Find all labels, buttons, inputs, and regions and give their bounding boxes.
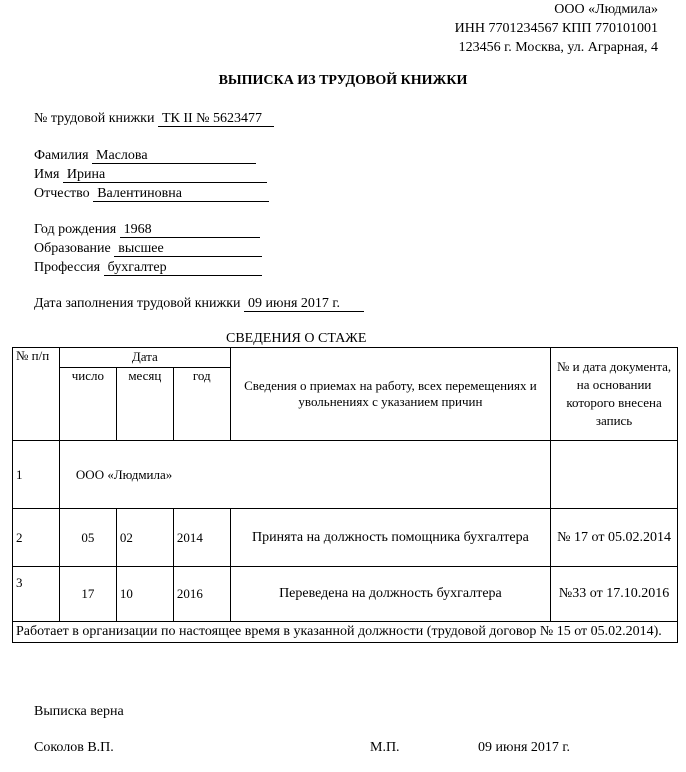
surname-value: Маслова [92,148,256,164]
row-num: 1 [13,441,60,509]
row-month: 02 [116,509,173,567]
patronymic-field [34,186,269,202]
document-title: ВЫПИСКА ИЗ ТРУДОВОЙ КНИЖКИ [218,73,468,88]
birth-year-label: Год рождения [34,222,117,237]
birth-year-value: 1968 [120,222,260,238]
table-row [13,509,678,567]
table-header-row [13,348,678,368]
signature-date: 09 июня 2017 г. [478,740,571,755]
table-footer-text: Работает в организации по настоящее время в указанной должности (трудовой договор № 15 от 05.02.2014). [13,622,678,643]
profession-value: бухгалтер [104,260,262,276]
header-description: Сведения о приемах на работу, всех перемещениях и увольнениях с указанием причин [230,348,550,441]
row-document: №33 от 17.10.2016 [551,567,678,622]
profession-label: Профессия [34,260,101,275]
fill-date-field [34,296,364,312]
row-num: 3 [13,567,60,622]
row-description: Принята на должность помощника бухгалтера [230,509,550,567]
header-document: № и дата документа, на основании которого внесена запись [551,348,678,441]
name-field [34,167,267,183]
organization-header [455,0,658,57]
patronymic-label: Отчество [34,186,90,201]
book-number-value: ТК II № 5623477 [158,111,274,127]
header-day: число [59,367,116,440]
education-value: высшее [114,241,262,257]
row-year: 2014 [173,509,230,567]
row-document: № 17 от 05.02.2014 [551,509,678,567]
row-num: 2 [13,509,60,567]
birth-year-field [34,222,260,238]
section-title: СВЕДЕНИЯ О СТАЖЕ [226,331,367,346]
row-document [551,441,678,509]
fill-date-value: 09 июня 2017 г. [244,296,364,312]
profession-field [34,260,262,276]
org-name: ООО «Людмила» [554,2,658,17]
education-field [34,241,262,257]
name-label: Имя [34,167,60,182]
row-day: 05 [59,509,116,567]
header-date: Дата [59,348,230,368]
book-number-label: № трудовой книжки [34,111,155,126]
header-month: месяц [116,367,173,440]
stamp-place: М.П. [370,740,400,755]
row-description: ООО «Людмила» [59,441,550,509]
education-label: Образование [34,241,111,256]
surname-field [34,148,256,164]
book-number-field [34,111,274,127]
signer-name: Соколов В.П. [34,740,114,755]
header-year: год [173,367,230,440]
patronymic-value: Валентиновна [93,186,269,202]
table-row [13,567,678,622]
name-value: Ирина [63,167,267,183]
table-row [13,441,678,509]
verified-text: Выписка верна [34,704,124,719]
row-description: Переведена на должность бухгалтера [230,567,550,622]
row-month: 10 [116,567,173,622]
row-year: 2016 [173,567,230,622]
org-address: 123456 г. Москва, ул. Аграрная, 4 [458,40,658,55]
org-inn-kpp: ИНН 7701234567 КПП 770101001 [454,21,658,36]
row-day: 17 [59,567,116,622]
fill-date-label: Дата заполнения трудовой книжки [34,296,241,311]
table-footer-row [13,622,678,643]
surname-label: Фамилия [34,148,89,163]
experience-table [12,347,678,643]
header-num: № п/п [13,348,60,441]
